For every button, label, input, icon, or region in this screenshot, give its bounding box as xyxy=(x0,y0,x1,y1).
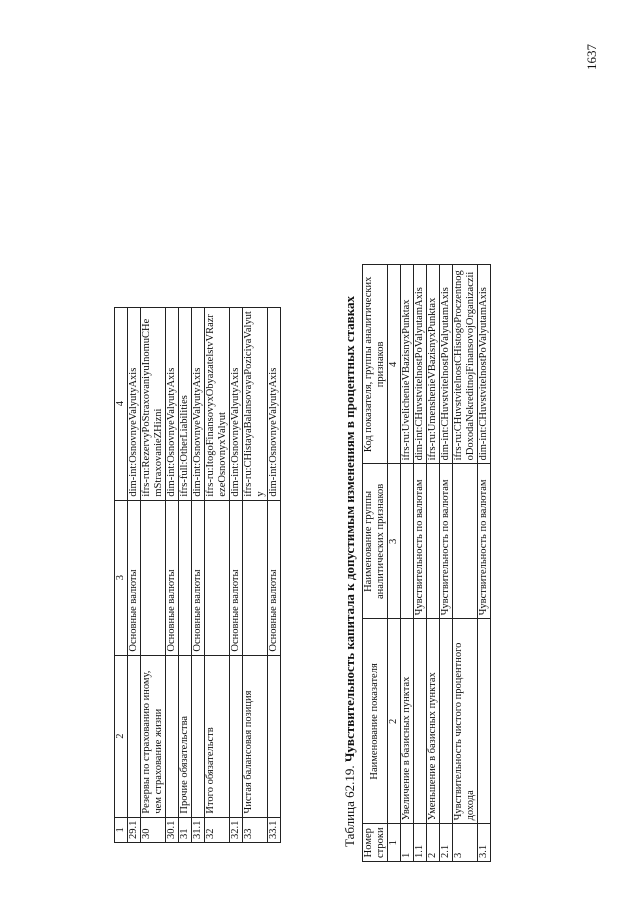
group-name-cell xyxy=(205,500,230,655)
table-row xyxy=(401,265,414,862)
group-name-cell: Основные валюты xyxy=(268,500,281,655)
table-row xyxy=(414,265,427,862)
row-number-cell: 30 xyxy=(141,817,166,842)
indicator-name-cell: Резервы по страхованию иному, чем страхование жизни xyxy=(141,655,166,817)
code-cell: ifrs-ru:ItogoFinansovyxObyazatelstvVRazrezeOsnovnyxValyut xyxy=(205,307,230,500)
header-cell: Код показателя, группы аналитических признаков xyxy=(363,265,388,464)
group-name-cell: Чувствительность по валютам xyxy=(478,464,491,619)
group-name-cell xyxy=(141,500,166,655)
group-name-cell: Основные валюты xyxy=(192,500,205,655)
table-row xyxy=(268,307,281,842)
table-caption xyxy=(342,296,358,847)
indicator-name-cell xyxy=(192,655,205,817)
column-number-cell: 1 xyxy=(115,817,128,842)
row-number-cell: 31 xyxy=(179,817,192,842)
row-number-cell: 1.1 xyxy=(414,824,427,862)
indicator-name-cell xyxy=(440,619,453,824)
table-row xyxy=(192,307,205,842)
row-number-cell: 31.1 xyxy=(192,817,205,842)
column-number-cell: 2 xyxy=(115,655,128,817)
row-number-cell: 30.1 xyxy=(166,817,179,842)
row-number-cell: 29.1 xyxy=(128,817,141,842)
column-number-cell: 1 xyxy=(388,824,401,862)
row-number-cell: 3.1 xyxy=(478,824,491,862)
table-row xyxy=(166,307,179,842)
indicator-name-cell: Увеличение в базисных пунктах xyxy=(401,619,414,824)
table-62-19 xyxy=(362,264,491,862)
indicator-name-cell xyxy=(230,655,243,817)
group-name-cell: Основные валюты xyxy=(230,500,243,655)
table-row xyxy=(205,307,230,842)
group-name-cell xyxy=(243,500,268,655)
table-header-row xyxy=(363,265,388,862)
code-cell: ifrs-ru:UmenshenieVBazisnyxPunktax xyxy=(427,265,440,464)
header-cell: Номер строки xyxy=(363,824,388,862)
row-number-cell: 33.1 xyxy=(268,817,281,842)
indicator-name-cell xyxy=(414,619,427,824)
indicator-name-cell xyxy=(478,619,491,824)
code-cell: dim-int:CHuvstvitelnostPoValyutamAxis xyxy=(414,265,427,464)
group-name-cell: Чувствительность по валютам xyxy=(414,464,427,619)
column-number-cell: 3 xyxy=(388,464,401,619)
code-cell: ifrs-ru:CHistayaBalansovayaPoziciyaValyuty xyxy=(243,307,268,500)
table-row xyxy=(427,265,440,862)
group-name-cell: Чувствительность по валютам xyxy=(440,464,453,619)
row-number-cell: 3 xyxy=(453,824,478,862)
column-number-cell: 3 xyxy=(115,500,128,655)
indicator-name-cell: Прочие обязательства xyxy=(179,655,192,817)
table-header-row xyxy=(115,307,128,842)
group-name-cell xyxy=(453,464,478,619)
table-row xyxy=(478,265,491,862)
header-cell: Наименование показателя xyxy=(363,619,388,824)
table-continuation xyxy=(114,307,281,843)
group-name-cell xyxy=(427,464,440,619)
code-cell: ifrs-ru:UvelichenieVBazisnyxPunktax xyxy=(401,265,414,464)
indicator-name-cell xyxy=(166,655,179,817)
code-cell: dim-int:OsnovnyeValyutyAxis xyxy=(166,307,179,500)
code-cell: dim-int:OsnovnyeValyutyAxis xyxy=(192,307,205,500)
row-number-cell: 33 xyxy=(243,817,268,842)
indicator-name-cell: Чистая балансовая позиция xyxy=(243,655,268,817)
row-number-cell: 2 xyxy=(427,824,440,862)
code-cell: dim-int:OsnovnyeValyutyAxis xyxy=(268,307,281,500)
group-name-cell: Основные валюты xyxy=(128,500,141,655)
code-cell: dim-int:CHuvstvitelnostPoValyutamAxis xyxy=(478,265,491,464)
code-cell: dim-int:CHuvstvitelnostPoValyutamAxis xyxy=(440,265,453,464)
indicator-name-cell xyxy=(268,655,281,817)
table-row xyxy=(453,265,478,862)
code-cell: ifrs-ru:CHuvstvitelnostCHistogoProczentnogoDoxodaNekreditnojFinansovojOrganizaczii xyxy=(453,265,478,464)
group-name-cell: Основные валюты xyxy=(166,500,179,655)
row-number-cell: 32 xyxy=(205,817,230,842)
row-number-cell: 2.1 xyxy=(440,824,453,862)
indicator-name-cell: Уменьшение в базисных пунктах xyxy=(427,619,440,824)
column-number-cell: 2 xyxy=(388,619,401,824)
column-number-cell: 4 xyxy=(388,265,401,464)
indicator-name-cell: Чувствительность чистого процентного дохода xyxy=(453,619,478,824)
table-row xyxy=(141,307,166,842)
code-cell: dim-int:OsnovnyeValyutyAxis xyxy=(230,307,243,500)
group-name-cell xyxy=(401,464,414,619)
table-row xyxy=(440,265,453,862)
group-name-cell xyxy=(179,500,192,655)
column-numbers-row xyxy=(388,265,401,862)
row-number-cell: 32.1 xyxy=(230,817,243,842)
caption-title: Чувствительность капитала к допустимым изменениям в процентных ставках xyxy=(342,296,357,763)
code-cell: dim-int:OsnovnyeValyutyAxis xyxy=(128,307,141,500)
header-cell: Наименование группы аналитических признаков xyxy=(363,464,388,619)
indicator-name-cell: Итого обязательств xyxy=(205,655,230,817)
table-row xyxy=(243,307,268,842)
code-cell: ifrs-full:OtherLiabilities xyxy=(179,307,192,500)
code-cell: ifrs-ru:RezervyPoStraxovaniyuInomuCHemStraxovanieZHizni xyxy=(141,307,166,500)
column-number-cell: 4 xyxy=(115,307,128,500)
table-row xyxy=(128,307,141,842)
table-row xyxy=(230,307,243,842)
page-number: 1637 xyxy=(584,44,599,70)
indicator-name-cell xyxy=(128,655,141,817)
row-number-cell: 1 xyxy=(401,824,414,862)
caption-number: Таблица 62.19. xyxy=(342,765,357,847)
table-row xyxy=(179,307,192,842)
